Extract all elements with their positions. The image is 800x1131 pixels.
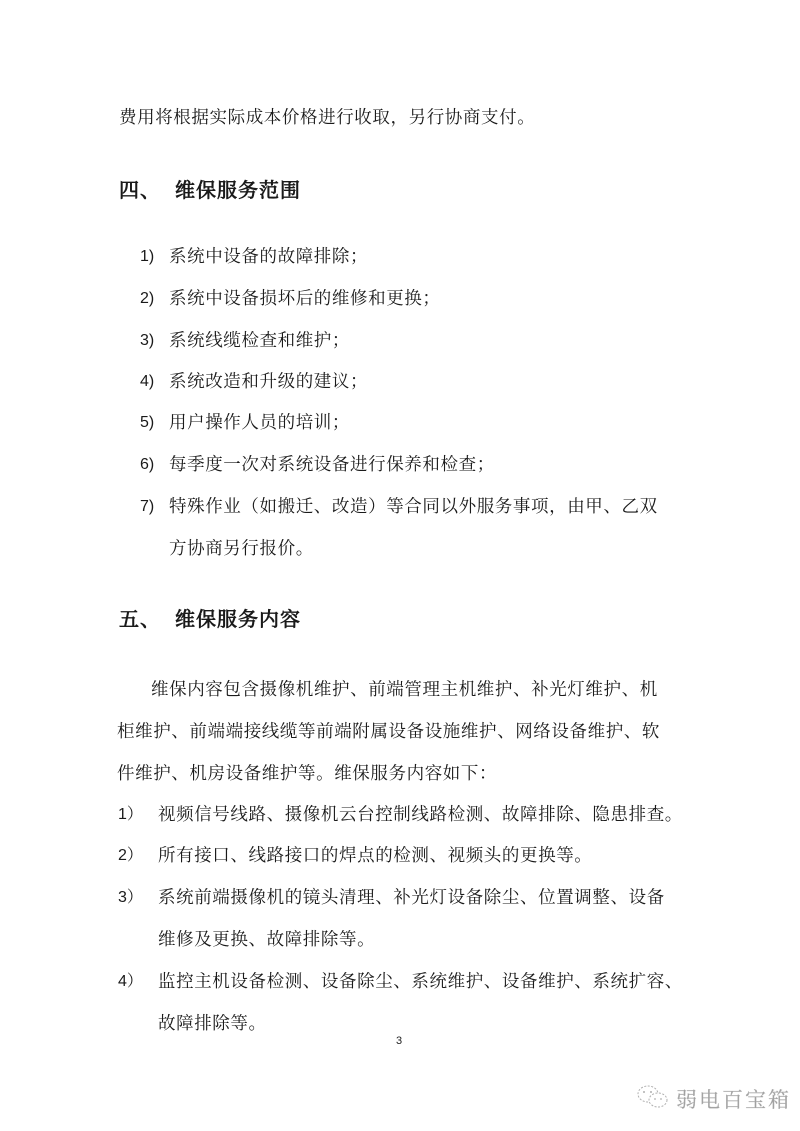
section-5-heading xyxy=(119,605,301,633)
list-item-text: 系统前端摄像机的镜头清理、补光灯设备除尘、位置调整、设备 xyxy=(158,888,665,908)
list-item-label: 6) xyxy=(140,456,155,473)
list-item-text: 用户操作人员的培训； xyxy=(169,413,350,433)
watermark xyxy=(636,1084,791,1114)
list-item-text: 视频信号线路、摄像机云台控制线路检测、故障排除、隐患排查。 xyxy=(158,805,683,825)
list-item-label: 3) xyxy=(140,332,155,349)
section-5-number: 五、 xyxy=(119,607,161,631)
list-item-continuation: 维修及更换、故障排除等。 xyxy=(158,930,376,950)
list-item-text: 监控主机设备检测、设备除尘、系统维护、设备维护、系统扩容、 xyxy=(158,972,683,992)
list-item-text: 每季度一次对系统设备进行保养和检查； xyxy=(169,455,495,475)
list-item-label: 1） xyxy=(118,806,143,823)
list-item-text: 特殊作业（如搬迁、改造）等合同以外服务事项，由甲、乙双 xyxy=(169,497,658,517)
list-item-label: 7) xyxy=(140,498,155,515)
list-item-continuation: 故障排除等。 xyxy=(158,1014,267,1034)
list-item-text: 系统线缆检查和维护； xyxy=(169,331,350,351)
section-5-title: 维保服务内容 xyxy=(175,607,301,631)
watermark-text: 弱电百宝箱 xyxy=(676,1088,791,1112)
wechat-icon xyxy=(636,1084,670,1114)
list-item-text: 所有接口、线路接口的焊点的检测、视频头的更换等。 xyxy=(158,846,593,866)
list-item-label: 4） xyxy=(118,973,143,990)
paragraph-line: 件维护、机房设备维护等。维保服务内容如下： xyxy=(117,764,498,784)
list-item-text: 系统中设备损坏后的维修和更换； xyxy=(169,289,441,309)
list-item-label: 2） xyxy=(118,847,143,864)
list-item-label: 3） xyxy=(118,889,143,906)
section-4-number: 四、 xyxy=(119,178,161,202)
list-item-text: 系统改造和升级的建议； xyxy=(169,372,369,392)
list-item-text: 系统中设备的故障排除； xyxy=(169,247,369,267)
section-4-heading xyxy=(119,176,301,204)
paragraph-line: 柜维护、前端端接线缆等前端附属设备设施维护、网络设备维护、软 xyxy=(117,722,660,742)
list-item-label: 1) xyxy=(140,248,155,265)
section-4-title: 维保服务范围 xyxy=(175,178,301,202)
list-item-continuation: 方协商另行报价。 xyxy=(169,539,314,559)
list-item-label: 4) xyxy=(140,373,155,390)
page-number: 3 xyxy=(396,1035,403,1047)
list-item-label: 5) xyxy=(140,414,155,431)
intro-paragraph: 费用将根据实际成本价格进行收取，另行协商支付。 xyxy=(119,108,536,128)
paragraph-line: 维保内容包含摄像机维护、前端管理主机维护、补光灯维护、机 xyxy=(151,680,658,700)
list-item-label: 2) xyxy=(140,290,155,307)
